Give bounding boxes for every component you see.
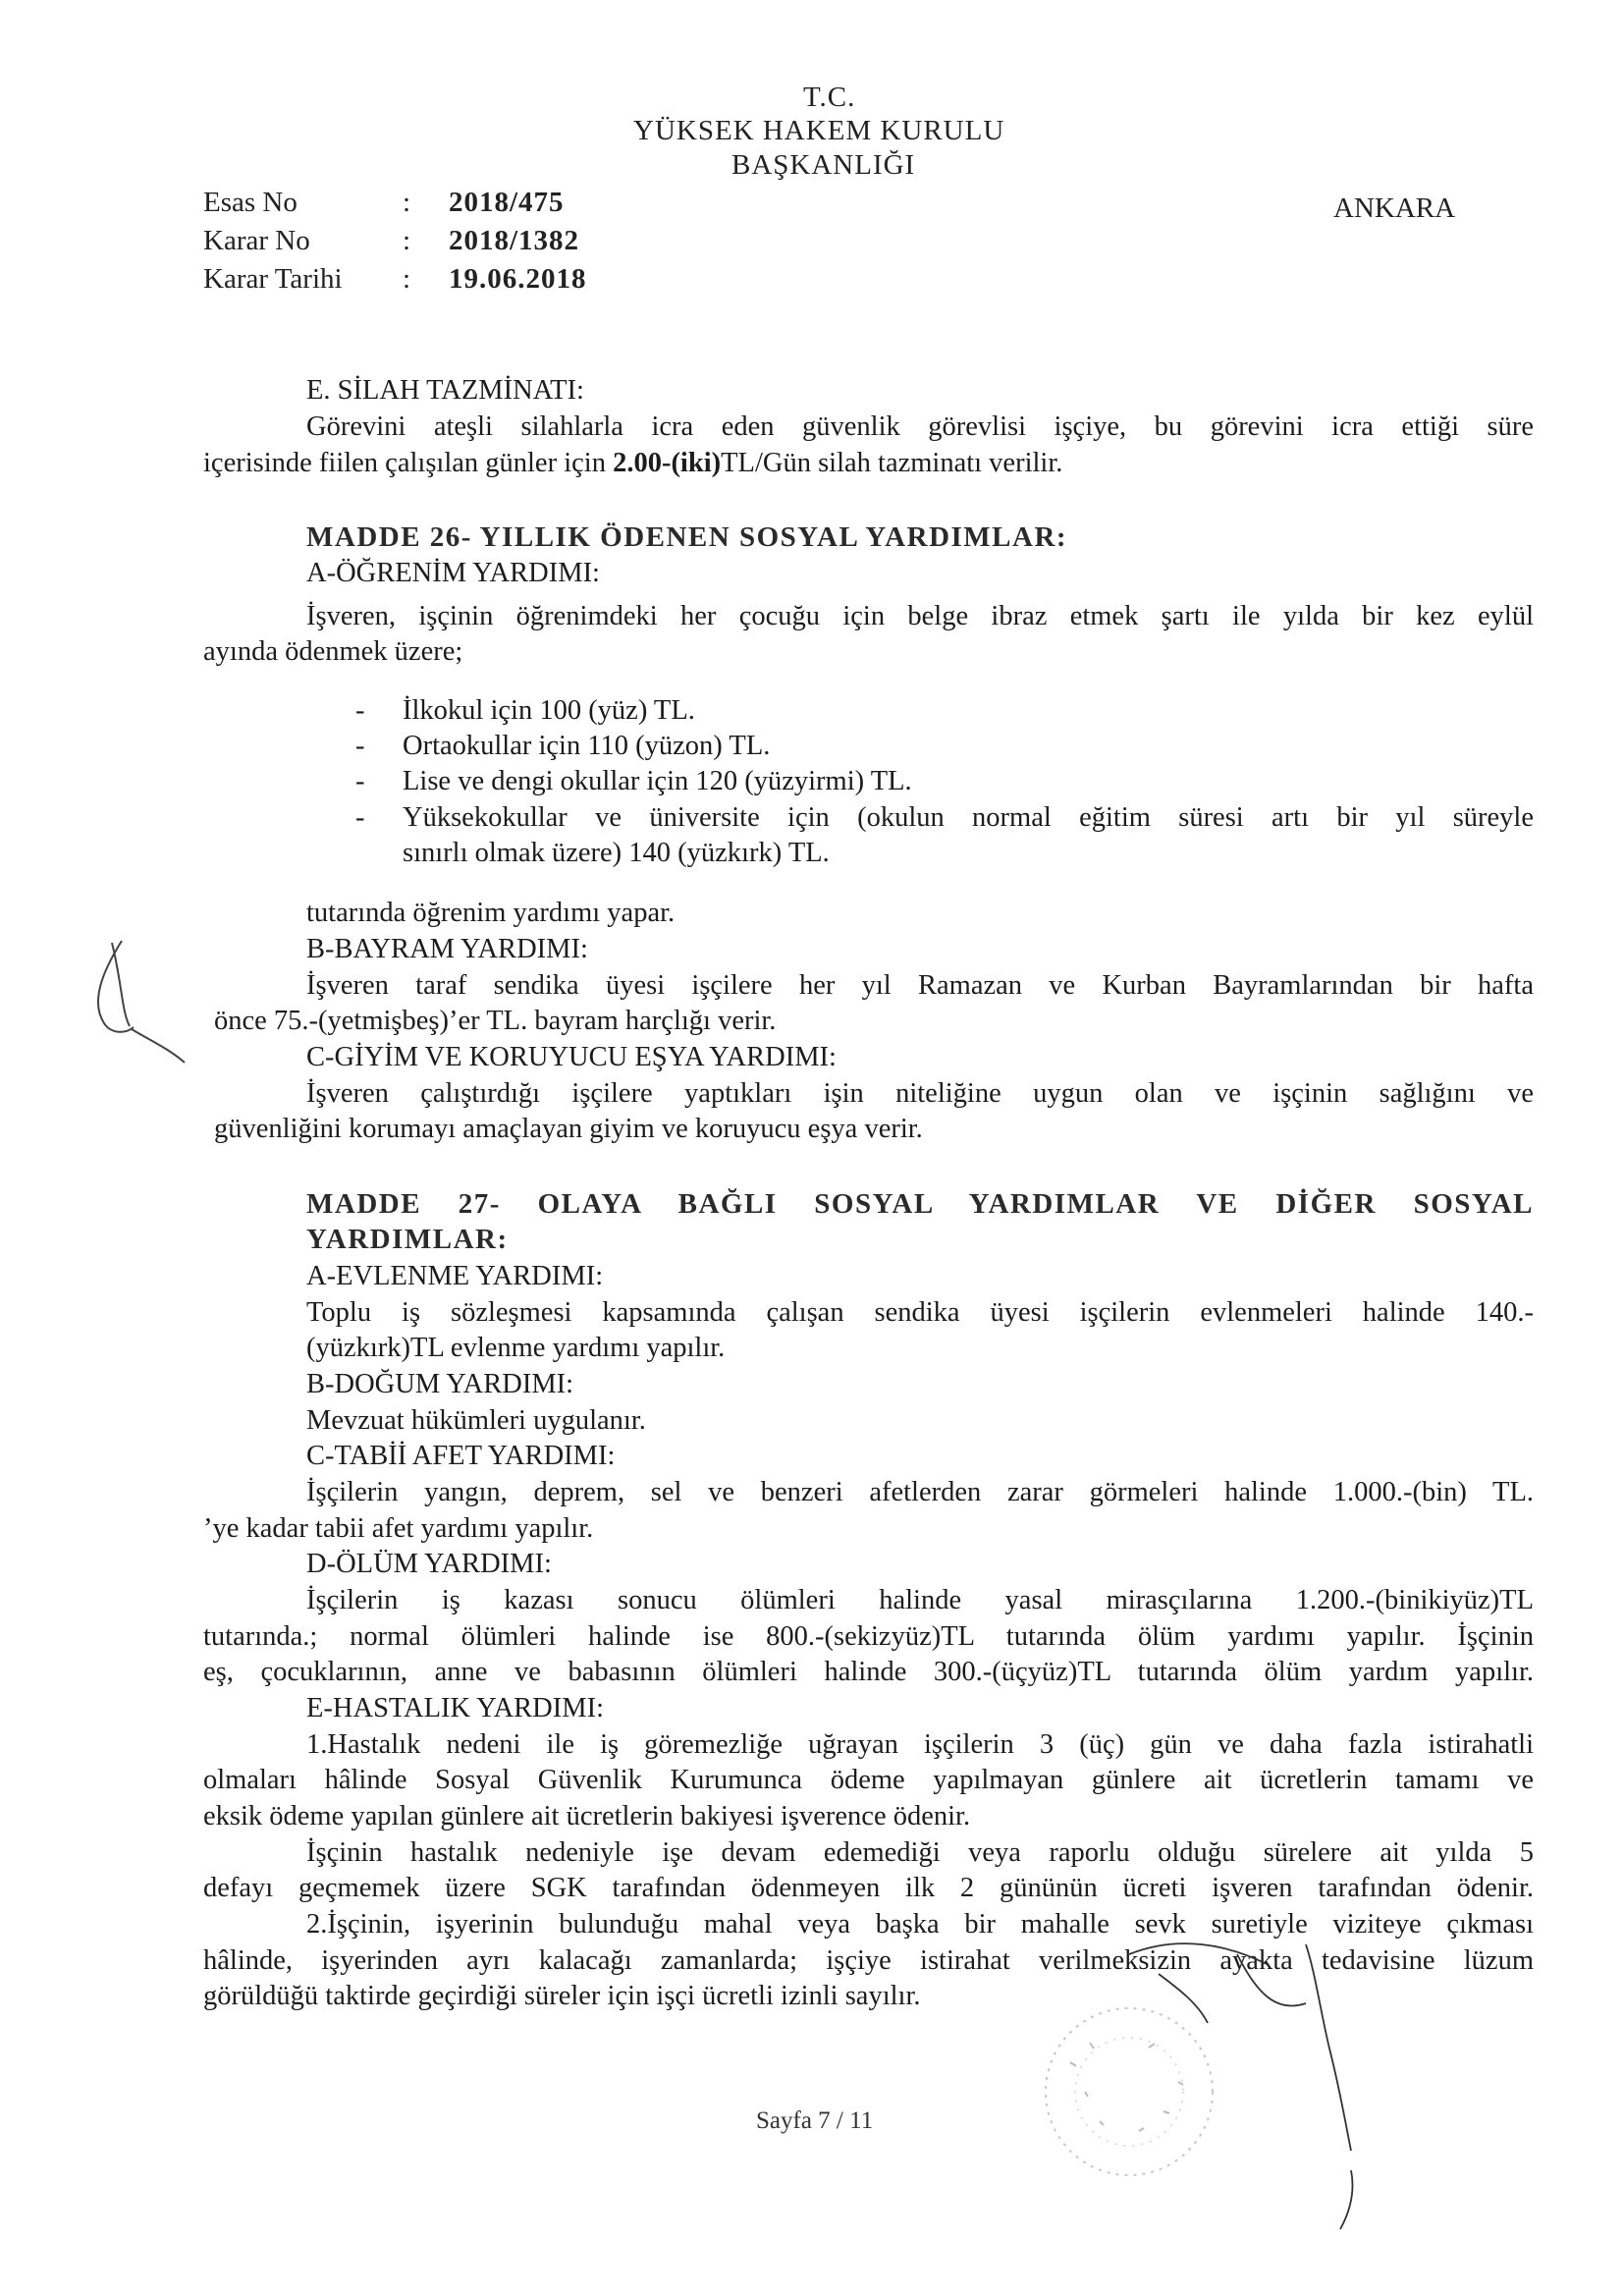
meta-colon: :: [403, 263, 411, 295]
madde-27-e1-line2: olmaları hâlinde Sosyal Güvenlik Kurumunca ödeme yapılmayan günlere ait ücretlerin tamamı ve: [203, 1765, 1534, 1795]
meta-esas-value: 2018/475: [449, 187, 565, 218]
madde-27-a-line1: Toplu iş sözleşmesi kapsamında çalışan sendika üyesi işçilerin evlenmeleri halinde 140.-: [306, 1297, 1534, 1328]
header-presidency: BAŞKANLIĞI: [731, 149, 916, 181]
madde-26-b-line2: önce 75.-(yetmişbeş)’er TL. bayram harçlığı verir.: [214, 1006, 777, 1036]
section-e-line1: Görevini ateşli silahlarla icra eden güvenlik görevlisi işçiye, bu görevini icra ettiği süre: [306, 411, 1534, 442]
bullet-continuation: sınırlı olmak üzere) 140 (yüzkırk) TL.: [403, 838, 830, 868]
madde-27-b-title: B-DOĞUM YARDIMI:: [306, 1369, 574, 1399]
meta-colon: :: [403, 187, 411, 218]
meta-tarih-value: 19.06.2018: [449, 263, 587, 295]
madde-27-d-line2: tutarında.; normal ölümleri halinde ise 800.-(sekizyüz)TL tutarında ölüm yardımı yapılır. İşçinin: [203, 1621, 1534, 1652]
madde-27-c-line1: İşçilerin yangın, deprem, sel ve benzeri afetlerden zarar görmeleri halinde 1.000.-(bin) TL.: [306, 1477, 1534, 1507]
meta-tarih-label: Karar Tarihi: [203, 263, 343, 295]
paraph-signature-icon: [82, 933, 190, 1070]
madde-27-e1-line1: 1.Hastalık nedeni ile iş göremezliğe uğrayan işçilerin 3 (üç) gün ve daha fazla istirahatli: [306, 1729, 1534, 1760]
header-institution: YÜKSEK HAKEM KURULU: [633, 115, 1005, 146]
meta-tarih-row: [203, 263, 694, 299]
madde-27-e2-line1: 2.İşçinin, işyerinin bulunduğu mahal veya başka bir mahalle sevk suretiyle viziteye çıkması: [306, 1909, 1534, 1940]
madde-27-e-title: E-HASTALIK YARDIMI:: [306, 1693, 605, 1723]
madde-26-b-title: B-BAYRAM YARDIMI:: [306, 934, 588, 964]
madde-27-c-title: C-TABİİ AFET YARDIMI:: [306, 1441, 616, 1471]
madde-27-e1b-line2: defayı geçmemek üzere SGK tarafından ödenmeyen ilk 2 gününün ücreti işveren tarafından ödenir.: [203, 1873, 1534, 1903]
section-e-line2-post: TL/Gün silah tazminatı verilir.: [721, 448, 1063, 478]
madde-26-a-line2: ayında ödenmek üzere;: [203, 636, 463, 667]
madde-26-a-title: A-ÖĞRENİM YARDIMI:: [306, 558, 600, 588]
section-e-line2-pre: içerisinde fiilen çalışılan günler için: [203, 448, 614, 478]
section-e-title: E. SİLAH TAZMİNATI:: [306, 375, 584, 406]
bullet-text: İlkokul için 100 (yüz) TL.: [403, 695, 695, 726]
madde-27-b-line1: Mevzuat hükümleri uygulanır.: [306, 1405, 646, 1436]
section-e-line2: [203, 447, 1534, 479]
bullet-dash: -: [355, 766, 365, 796]
header-city: ANKARA: [1333, 192, 1456, 224]
madde-26-title: MADDE 26- YILLIK ÖDENEN SOSYAL YARDIMLAR:: [306, 521, 1068, 553]
bullet-text: Ortaokullar için 110 (yüzon) TL.: [403, 731, 771, 761]
page-number: Sayfa 7 / 11: [756, 2107, 874, 2134]
meta-karar-value: 2018/1382: [449, 225, 580, 256]
madde-26-c-title: C-GİYİM VE KORUYUCU EŞYA YARDIMI:: [306, 1042, 837, 1072]
meta-colon: :: [403, 225, 411, 256]
bullet-dash: -: [355, 731, 365, 761]
section-e-amount: 2.00-(iki): [613, 448, 722, 478]
meta-esas-row: [203, 187, 694, 222]
madde-27-e1-line3: eksik ödeme yapılan günlere ait ücretlerin bakiyesi işverence ödenir.: [203, 1801, 971, 1831]
madde-27-a-title: A-EVLENME YARDIMI:: [306, 1261, 604, 1291]
madde-27-title-cont: YARDIMLAR:: [306, 1224, 509, 1255]
madde-26-a-closing: tutarında öğrenim yardımı yapar.: [306, 898, 676, 928]
bullet-dash: -: [355, 695, 365, 726]
bullet-text: Lise ve dengi okullar için 120 (yüzyirmi) TL.: [403, 766, 912, 796]
madde-26-b-line1: İşveren taraf sendika üyesi işçilere her yıl Ramazan ve Kurban Bayramlarından bir hafta: [306, 970, 1534, 1001]
madde-27-d-title: D-ÖLÜM YARDIMI:: [306, 1549, 552, 1579]
madde-27-d-line1: İşçilerin iş kazası sonucu ölümleri halinde yasal mirasçılarına 1.200.-(binikiyüz)TL: [306, 1585, 1534, 1615]
madde-27-title: MADDE 27- OLAYA BAĞLI SOSYAL YARDIMLAR VE DİĞER SOSYAL: [306, 1188, 1534, 1220]
bullet-dash: -: [355, 802, 365, 833]
meta-karar-row: [203, 225, 694, 260]
madde-27-c-line2: ’ye kadar tabii afet yardımı yapılır.: [203, 1513, 594, 1544]
madde-27-e2-line3: görüldüğü taktirde geçirdiği süreler için işçi ücretli izinli sayılır.: [203, 1981, 921, 2011]
meta-karar-label: Karar No: [203, 225, 310, 256]
madde-27-e2-line2: hâlinde, işyerinden ayrı kalacağı zamanlarda; işçiye istirahat verilmeksizin ayakta tedavisine lüzum: [203, 1945, 1534, 1976]
bullet-text: Yüksekokullar ve üniversite için (okulun normal eğitim süresi artı bir yıl süreyle: [403, 802, 1534, 833]
madde-27-a-line2: (yüzkırk)TL evlenme yardımı yapılır.: [306, 1333, 726, 1363]
madde-26-c-line1: İşveren çalıştırdığı işçilere yaptıkları işin niteliğine uygun olan ve işçinin sağlığını ve: [306, 1078, 1534, 1109]
meta-esas-label: Esas No: [203, 187, 298, 218]
header-tc: T.C.: [803, 82, 856, 113]
madde-27-d-line3: eş, çocuklarının, anne ve babasının ölümleri halinde 300.-(üçyüz)TL tutarında ölüm yardım yapılır.: [203, 1657, 1534, 1687]
madde-26-a-line1: İşveren, işçinin öğrenimdeki her çocuğu için belge ibraz etmek şartı ile yılda bir kez eylül: [306, 601, 1534, 631]
signature-icon: [1119, 1935, 1375, 2239]
madde-26-c-line2: güvenliğini korumayı amaçlayan giyim ve koruyucu eşya verir.: [214, 1114, 923, 1144]
madde-27-e1b-line1: İşçinin hastalık nedeniyle işe devam edemediği veya raporlu olduğu sürelere ait yılda 5: [306, 1837, 1534, 1868]
